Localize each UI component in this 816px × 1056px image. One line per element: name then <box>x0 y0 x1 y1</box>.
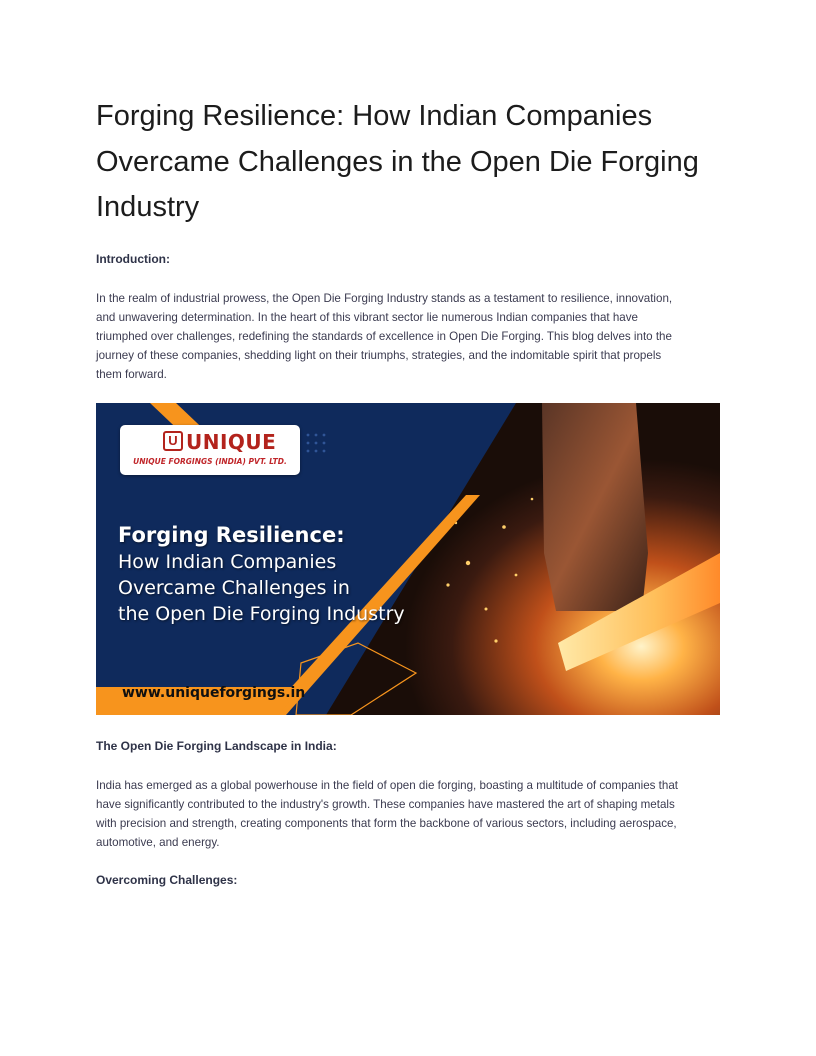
paragraph-line: with precision and strength, creating components that form the backbone of various sectors, including aerospace, <box>96 817 677 830</box>
paragraph-line: India has emerged as a global powerhouse in the field of open die forging, boasting a multitude of companies that <box>96 779 679 792</box>
banner-subline: Overcame Challenges in <box>118 577 350 599</box>
intro-heading: Introduction: <box>96 252 170 266</box>
intro-paragraph <box>96 289 722 384</box>
paragraph-line: have significantly contributed to the industry's growth. These companies have mastered the art of shaping metals <box>96 798 675 811</box>
banner-subline: How Indian Companies <box>118 551 337 573</box>
paragraph-line: them forward. <box>96 368 167 381</box>
title-line: Overcame Challenges in the Open Die Forging <box>96 145 699 178</box>
paragraph-line: In the realm of industrial prowess, the Open Die Forging Industry stands as a testament to resilience, innovation, <box>96 292 673 305</box>
logo-company-name: UNIQUE FORGINGS (INDIA) PVT. LTD. <box>133 457 287 466</box>
logo-wordmark: UNIQUE <box>186 430 277 454</box>
title-line: Forging Resilience: How Indian Companies <box>96 100 653 132</box>
article-title <box>96 94 726 231</box>
company-logo <box>120 425 300 475</box>
banner-headline-block <box>118 521 448 627</box>
paragraph-line: automotive, and energy. <box>96 836 220 849</box>
paragraph-line: triumphed over challenges, redefining the standards of excellence in Open Die Forging. This blog delves into the <box>96 330 672 343</box>
landscape-heading: The Open Die Forging Landscape in India: <box>96 739 337 753</box>
hammer-shape <box>542 403 648 611</box>
title-line: Industry <box>96 191 200 223</box>
paragraph-line: and unwavering determination. In the heart of this vibrant sector lie numerous Indian companies that have <box>96 311 639 324</box>
challenges-heading: Overcoming Challenges: <box>96 873 238 887</box>
blog-banner-image <box>96 403 720 715</box>
logo-mark-icon: U <box>163 431 183 451</box>
banner-headline: Forging Resilience: <box>118 523 345 547</box>
paragraph-line: journey of these companies, shedding light on their triumphs, strategies, and the indomitable spirit that propels <box>96 349 662 362</box>
banner-subline: the Open Die Forging Industry <box>118 603 405 625</box>
landscape-paragraph <box>96 776 722 852</box>
banner-website: www.uniqueforgings.in <box>122 685 306 701</box>
